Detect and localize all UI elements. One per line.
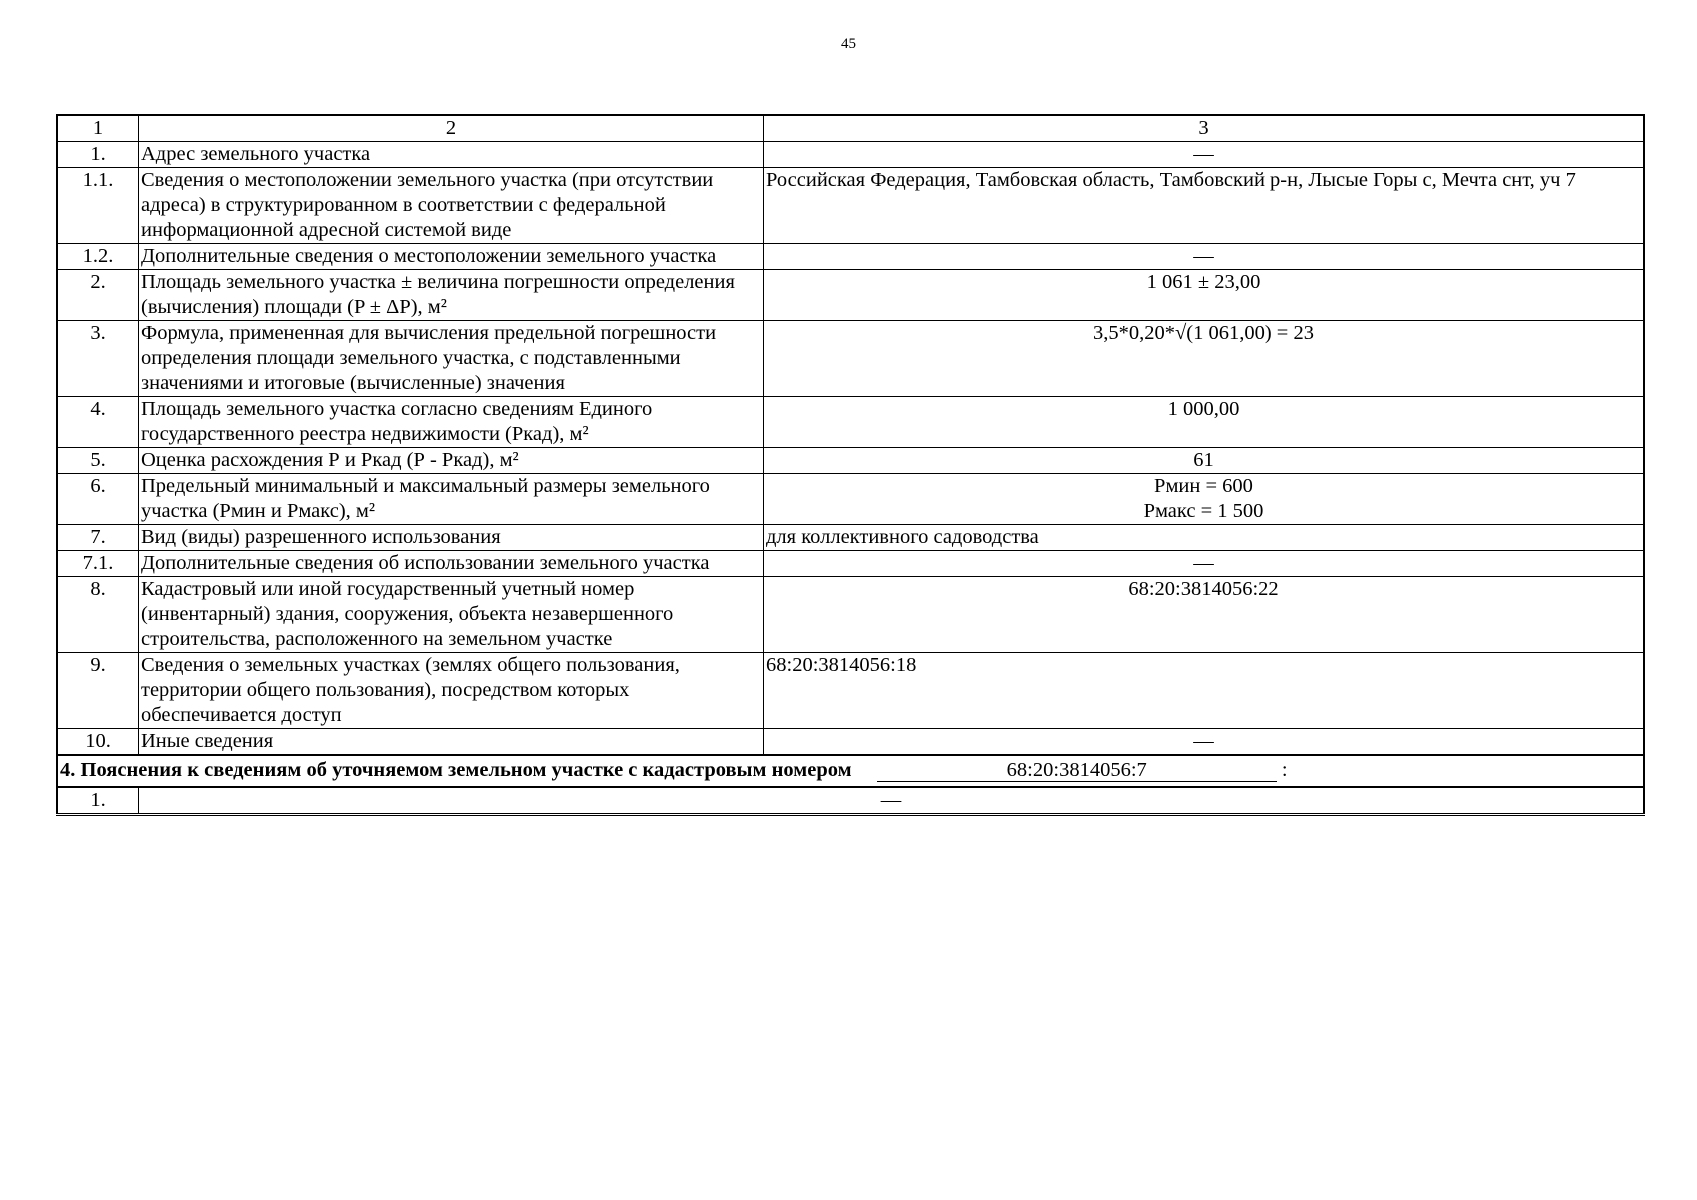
table-row [57,321,1644,397]
row-number: 7.1. [57,551,139,577]
table-row [57,244,1644,270]
section-4-cadastral-number: 68:20:3814056:7 [877,759,1277,782]
row-number: 9. [57,653,139,729]
row-value: 1 061 ± 23,00 [764,270,1645,321]
row-value [764,474,1645,525]
table-row [57,448,1644,474]
header-col-3: 3 [764,115,1645,142]
row-number: 7. [57,525,139,551]
section-4-title: 4. Пояснения к сведениям об уточняемом земельном участке с кадастровым номером [60,759,852,781]
table-row [57,551,1644,577]
section-4-title-cell [57,755,1644,787]
row-label: Дополнительные сведения о местоположении земельного участка [139,244,764,270]
row-value: 3,5*0,20*√(1 061,00) = 23 [764,321,1645,397]
row-value: 1 000,00 [764,397,1645,448]
header-col-2: 2 [139,115,764,142]
row-number: 1.1. [57,168,139,244]
row-label: Формула, примененная для вычисления предельной погрешности определения площади земельного участка, с подставленными значениями и итоговые (вычисленные) значения [139,321,764,397]
table-row [57,168,1644,244]
row-label: Предельный минимальный и максимальный размеры земельного участка (Рмин и Рмакс), м² [139,474,764,525]
section-4-header [57,755,1644,787]
row-value: для коллективного садоводства [764,525,1645,551]
row-number: 10. [57,729,139,756]
row-value: — [764,729,1645,756]
section-4-colon: : [1281,759,1288,781]
row-value: 61 [764,448,1645,474]
row-label: Иные сведения [139,729,764,756]
row-number: 4. [57,397,139,448]
row-number: 8. [57,577,139,653]
header-row [57,115,1644,142]
row-number: 5. [57,448,139,474]
row-value: — [764,142,1645,168]
row-number: 1.2. [57,244,139,270]
header-col-1: 1 [57,115,139,142]
row-number: 2. [57,270,139,321]
area-max-value: Pмакс = 1 500 [1143,500,1264,522]
row-value: 68:20:3814056:18 [764,653,1645,729]
row-label: Сведения о земельных участках (землях общего пользования, территории общего пользования), посредством которых обеспечивается доступ [139,653,764,729]
table-row [57,653,1644,729]
row-label: Сведения о местоположении земельного участка (при отсутствии адреса) в структурированном в соответствии с федеральной информационной адресной системой виде [139,168,764,244]
row-label: Площадь земельного участка ± величина погрешности определения (вычисления) площади (P ± ΔP), м² [139,270,764,321]
row-label: Вид (виды) разрешенного использования [139,525,764,551]
row-value: — [764,244,1645,270]
table-row [57,525,1644,551]
row-label: Площадь земельного участка согласно сведениям Единого государственного реестра недвижимости (Ркад), м² [139,397,764,448]
row-number: 6. [57,474,139,525]
row-label: Оценка расхождения Р и Ркад (Р - Ркад), м² [139,448,764,474]
land-plot-table [56,114,1645,816]
table-row [57,397,1644,448]
table-row [57,729,1644,756]
section-4-row-number: 1. [57,787,139,815]
table-row [57,577,1644,653]
row-label: Кадастровый или иной государственный учетный номер (инвентарный) здания, сооружения, объекта незавершенного строительства, расположенного на земельном участке [139,577,764,653]
section-4-row-value: — [139,787,1645,815]
row-label: Адрес земельного участка [139,142,764,168]
row-number: 1. [57,142,139,168]
table-row [57,142,1644,168]
page-number: 45 [841,36,856,52]
row-number: 3. [57,321,139,397]
area-min-value: Pмин = 600 [1154,475,1253,497]
row-label: Дополнительные сведения об использовании земельного участка [139,551,764,577]
table-row [57,474,1644,525]
table-row [57,270,1644,321]
row-value: 68:20:3814056:22 [764,577,1645,653]
row-value: — [764,551,1645,577]
row-value: Российская Федерация, Тамбовская область, Тамбовский р-н, Лысые Горы с, Мечта снт, уч 7 [764,168,1645,244]
section-4-row [57,787,1644,815]
